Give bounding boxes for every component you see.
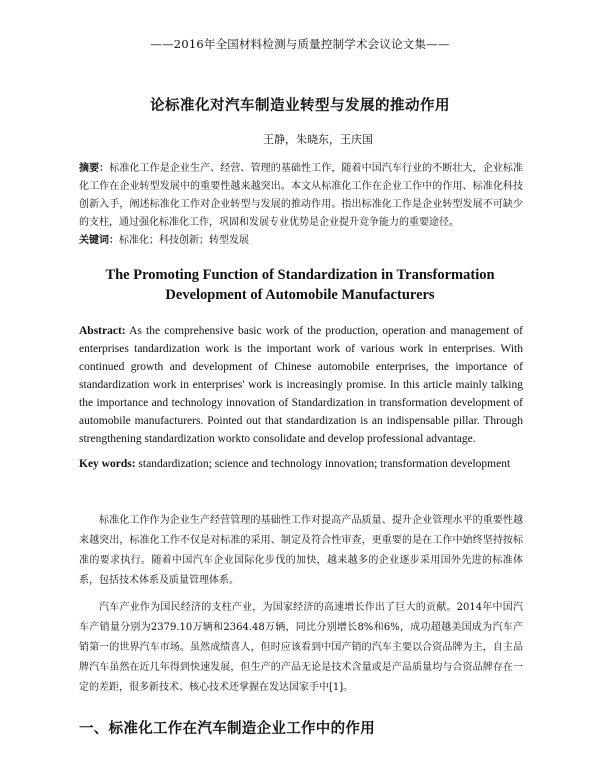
- section-heading-1: 一、标准化工作在汽车制造企业工作中的作用: [79, 720, 375, 737]
- chinese-keywords-text: 标准化；科技创新；转型发展: [119, 235, 249, 246]
- english-keywords-text: standardization; science and technology innovation; transformation development: [135, 458, 511, 470]
- english-title-line-1: The Promoting Function of Standardization in Transformation: [105, 267, 495, 283]
- running-header: ——2016年全国材料检测与质量控制学术会议论文集——: [150, 37, 450, 51]
- english-abstract: [79, 322, 523, 448]
- english-title: [0, 265, 600, 305]
- chinese-title: 论标准化对汽车制造业转型与发展的推动作用: [150, 97, 450, 114]
- english-keywords: [79, 455, 523, 473]
- english-keywords-label: Key words:: [79, 458, 136, 470]
- chinese-keywords: [79, 234, 523, 248]
- english-abstract-label: Abstract:: [79, 325, 126, 337]
- chinese-keywords-label: 关键词：: [79, 235, 119, 246]
- english-abstract-text: As the comprehensive basic work of the production, operation and management of enterprises tandardization work is the important work of various work in enterprises. With continued growth and development of Chinese automobile enterprises, the importance of standardization work in enterprises' work is increasingly promise. In this article mainly talking the importance and technology innovation of Standardization in transformation development of automobile manufacturers. Pointed out that standardization is an indispensable pillar. Through strengthening standardization workto consolidate and develop professional advantage.: [79, 325, 523, 445]
- body-paragraph-2: 汽车产业作为国民经济的支柱产业，为国家经济的高速增长作出了巨大的贡献。2014年中国汽车产销量分别为2379.10万辆和2364.48万辆，同比分别增长8%和6%，成功超越美国成为汽车产销第一的世界汽车市场。虽然成绩喜人，但时应该看到中国产销的汽车主要以合资品牌为主，自主品牌汽车虽然在近几年得到快速发展，但生产的产品无论是技术含量或是产品质量均与合资品牌存在一定的差距，很多新技术、核心技术还掌握在发达国家手中[1]。: [79, 602, 523, 693]
- chinese-abstract-text: 标准化工作是企业生产、经营、管理的基础性工作，随着中国汽车行业的不断壮大，企业标准化工作在企业转型发展中的重要性越来越突出。本文从标准化工作在企业工作中的作用、标准化科技创新入手，阐述标准化工作对企业转型与发展的推动作用。指出标准化工作是企业转型发展不可缺少的支柱，通过强化标准化工作，巩固和发展专业优势是企业提升竞争能力的重要途径。: [79, 163, 524, 228]
- english-title-line-2: Development of Automobile Manufacturers: [165, 287, 435, 303]
- chinese-authors: 王静，朱晓东，王庆国: [263, 133, 373, 146]
- chinese-abstract-label: 摘要：: [79, 163, 110, 174]
- body-paragraph-1: 标准化工作作为企业生产经营管理的基础性工作对提高产品质量、提升企业管理水平的重要性越来越突出，标准化工作不仅是对标准的采用、制定及符合性审查，更重要的是在工作中始终坚持按标准的要求执行。随着中国汽车企业国际化步伐的加快，越来越多的企业逐步采用国外先进的标准体系，包括技术体系及质量管理体系。: [79, 515, 523, 586]
- chinese-abstract: [79, 160, 523, 232]
